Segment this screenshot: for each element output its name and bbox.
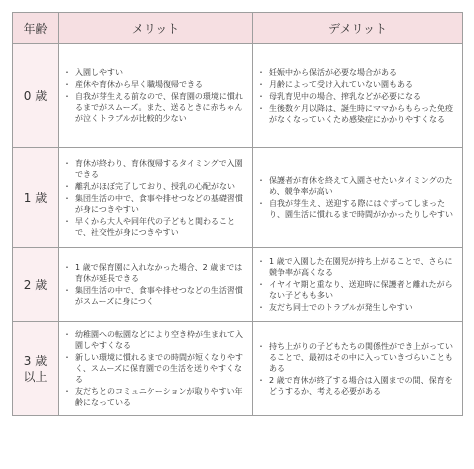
merit-item: ・ 集団生活の中で、食事や排せつなどの基礎習慣が身につきやすい	[63, 193, 246, 215]
merit-item: ・ 産休や育休から早く職場復帰できる	[63, 79, 246, 90]
merit-item: ・ 友だちとのコミュニケーションが取りやすい年齢になっている	[63, 386, 246, 408]
comparison-table	[12, 12, 463, 416]
age-label: 0 歳	[23, 88, 48, 103]
merit-cell	[59, 44, 253, 148]
merit-cell	[59, 148, 253, 248]
header-merit: メリット	[59, 13, 253, 44]
demerit-cell	[253, 322, 463, 416]
merit-item: ・ 新しい環境に慣れるまでの時間が短くなりやすく、スムーズに保育園での生活を送りやすくなる	[63, 352, 246, 385]
demerit-item: ・ 2 歳で育休が終了する場合は入園までの間、保育をどうするか、考える必要がある	[257, 375, 456, 397]
demerit-cell	[253, 148, 463, 248]
age-label: 以上	[23, 369, 48, 384]
merit-item: ・ 幼稚園への転園などにより空き枠が生まれて入園しやすくなる	[63, 329, 246, 351]
demerit-list	[253, 60, 462, 132]
demerit-list	[253, 334, 462, 404]
merit-cell	[59, 248, 253, 322]
age-label: 3 歳	[23, 353, 48, 368]
merit-item: ・ 集団生活の中で、食事や排せつなどの生活習慣がスムーズに身につく	[63, 285, 246, 307]
demerit-cell	[253, 248, 463, 322]
demerit-item: ・ 保護者が育休を終えて入園させたいタイミングのため、競争率が高い	[257, 175, 456, 197]
demerit-item: ・ 妊娠中から保活が必要な場合がある	[257, 67, 456, 78]
table-row	[13, 248, 463, 322]
demerit-item: ・ イヤイヤ期と重なり、送迎時に保護者と離れたがらない子どもも多い	[257, 279, 456, 301]
demerit-list	[253, 249, 462, 320]
demerit-item: ・ 母乳育児中の場合、搾乳などが必要になる	[257, 91, 456, 102]
demerit-item: ・ 自我が芽生え、送迎する際にはぐずってしまったり、園生活に慣れるまで時間がかかったりしやすい	[257, 198, 456, 220]
table-row	[13, 44, 463, 148]
merit-item: ・ 離乳がほぼ完了しており、授乳の心配がない	[63, 181, 246, 192]
merit-list	[59, 255, 252, 314]
age-cell	[13, 322, 59, 416]
table-body	[13, 44, 463, 416]
merit-cell	[59, 322, 253, 416]
header-demerit: デメリット	[253, 13, 463, 44]
age-label: 1 歳	[23, 190, 48, 205]
table-row	[13, 148, 463, 248]
header-row	[13, 13, 463, 44]
merit-list	[59, 322, 252, 415]
age-label: 2 歳	[23, 277, 48, 292]
demerit-item: ・ 1 歳で入園した在園児が持ち上がることで、さらに競争率が高くなる	[257, 256, 456, 278]
merit-list	[59, 60, 252, 131]
merit-item: ・ 早くから大人や同年代の子どもと関わることで、社交性が身につきやすい	[63, 216, 246, 238]
demerit-item: ・ 月齢によって受け入れていない園もある	[257, 79, 456, 90]
header-age: 年齢	[13, 13, 59, 44]
merit-item: ・ 自我が芽生える前なので、保育園の環境に慣れるまでがスムーズ。また、送るときに赤ちゃんが泣くトラブルが比較的少ない	[63, 91, 246, 124]
merit-item: ・ 1 歳で保育園に入れなかった場合、2 歳までは育休が延長できる	[63, 262, 246, 284]
merit-item: ・ 育休が終わり、育休復帰するタイミングで入園できる	[63, 158, 246, 180]
merit-list	[59, 151, 252, 245]
age-cell	[13, 248, 59, 322]
age-cell	[13, 148, 59, 248]
table-row	[13, 322, 463, 416]
demerit-item: ・ 友だち同士でのトラブルが発生しやすい	[257, 302, 456, 313]
merit-item: ・ 入園しやすい	[63, 67, 246, 78]
age-cell	[13, 44, 59, 148]
demerit-item: ・ 持ち上がりの子どもたちの関係性ができ上がっていることで、最初はその中に入っていきづらいこともある	[257, 341, 456, 374]
demerit-cell	[253, 44, 463, 148]
demerit-item: ・ 生後数ケ月以降は、誕生時にママからもらった免疫がなくなっていくため感染症にかかりやすくなる	[257, 103, 456, 125]
demerit-list	[253, 168, 462, 227]
